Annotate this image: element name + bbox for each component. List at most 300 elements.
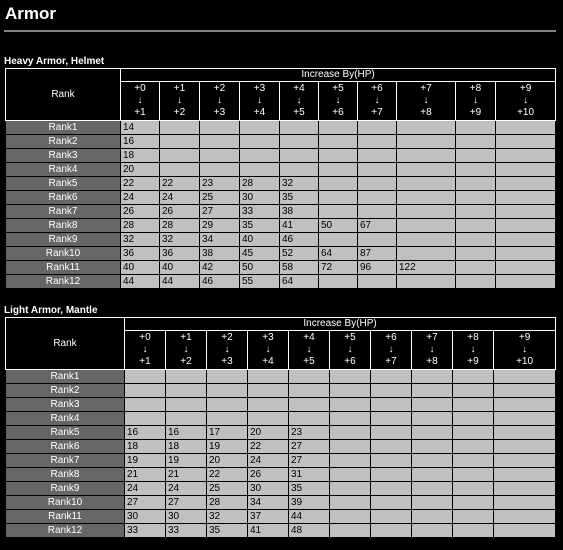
hp-value-cell [412,426,453,440]
hp-value-cell: 50 [319,219,358,233]
hp-value-cell: 28 [121,219,160,233]
hp-value-cell [240,135,280,149]
hp-value-cell [371,482,412,496]
hp-value-cell: 34 [200,233,240,247]
rank-label: Rank4 [6,412,125,426]
hp-value-cell [397,205,456,219]
table-row [6,261,556,275]
hp-value-cell [166,370,207,384]
hp-value-cell: 24 [248,454,289,468]
hp-value-cell [397,149,456,163]
table-row [6,135,556,149]
hp-value-cell [319,233,358,247]
hp-value-cell: 27 [289,454,330,468]
hp-value-cell [397,135,456,149]
level-column-header [330,331,371,370]
level-from: +6 [385,332,397,343]
level-column-header [319,82,358,121]
level-to: +9 [469,107,482,118]
hp-value-cell [456,121,496,135]
hp-value-cell [453,454,494,468]
hp-value-cell [289,370,330,384]
hp-value-cell: 20 [207,454,248,468]
hp-value-cell [456,135,496,149]
hp-value-cell [371,384,412,398]
down-arrow-icon: ↓ [522,344,528,355]
hp-value-cell [280,163,319,177]
hp-value-cell: 21 [166,468,207,482]
hp-value-cell: 30 [125,510,166,524]
hp-value-cell: 24 [121,191,160,205]
hp-value-cell [319,121,358,135]
hp-value-cell: 41 [248,524,289,538]
down-arrow-icon: ↓ [523,95,529,106]
hp-value-cell [494,454,556,468]
rank-column-header: Rank [6,69,121,121]
level-to: +5 [293,107,305,118]
hp-value-cell: 27 [200,205,240,219]
hp-value-cell: 24 [160,191,200,205]
hp-value-cell [330,398,371,412]
hp-value-cell: 19 [166,454,207,468]
hp-value-cell [160,149,200,163]
hp-value-cell [494,440,556,454]
hp-value-cell: 23 [200,177,240,191]
hp-value-cell: 44 [160,275,200,289]
hp-value-cell [456,219,496,233]
level-column-header [240,82,280,121]
hp-value-cell [397,233,456,247]
rank-label: Rank8 [6,468,125,482]
hp-value-cell: 27 [125,496,166,510]
hp-value-cell [453,468,494,482]
hp-value-cell: 22 [248,440,289,454]
rank-label: Rank7 [6,454,125,468]
hp-value-cell [456,177,496,191]
hp-value-cell [125,412,166,426]
hp-value-cell [358,191,397,205]
hp-value-cell [496,219,556,233]
table-row [6,496,556,510]
hp-value-cell [453,524,494,538]
down-arrow-icon: ↓ [347,344,353,355]
hp-value-cell [240,121,280,135]
hp-value-cell: 30 [248,482,289,496]
hp-value-cell [456,191,496,205]
hp-value-cell [494,468,556,482]
level-column-header [289,331,330,370]
down-arrow-icon: ↓ [257,95,262,106]
level-column-header [207,331,248,370]
hp-value-cell [248,384,289,398]
level-to: +1 [134,107,146,118]
hp-value-cell [358,275,397,289]
hp-value-cell: 39 [289,496,330,510]
level-column-header [200,82,240,121]
hp-value-cell [494,412,556,426]
hp-value-cell [248,412,289,426]
level-from: +4 [293,83,305,94]
hp-value-cell: 26 [160,205,200,219]
hp-value-cell [397,247,456,261]
hp-value-cell [496,247,556,261]
hp-value-cell: 14 [121,121,160,135]
hp-value-cell [397,163,456,177]
hp-value-cell: 35 [289,482,330,496]
hp-value-cell [358,163,397,177]
hp-value-cell: 42 [200,261,240,275]
down-arrow-icon: ↓ [265,344,271,355]
hp-value-cell: 45 [240,247,280,261]
level-from: +9 [518,332,531,343]
hp-value-cell: 24 [166,482,207,496]
hp-value-cell: 64 [319,247,358,261]
hp-value-cell [330,468,371,482]
hp-value-cell [412,440,453,454]
hp-value-cell [494,496,556,510]
hp-value-cell: 35 [240,219,280,233]
level-to: +4 [253,107,266,118]
hp-value-cell [200,149,240,163]
hp-value-cell: 48 [289,524,330,538]
hp-value-cell [494,426,556,440]
level-column-header [121,82,160,121]
hp-value-cell: 21 [125,468,166,482]
rank-label: Rank5 [6,177,121,191]
level-column-header [125,331,166,370]
hp-value-cell: 32 [160,233,200,247]
hp-value-cell [330,496,371,510]
hp-value-cell: 28 [240,177,280,191]
hp-value-cell: 30 [166,510,207,524]
hp-value-cell: 30 [240,191,280,205]
down-arrow-icon: ↓ [224,344,230,355]
hp-value-cell [456,275,496,289]
table-row [6,177,556,191]
level-to: +4 [262,356,274,367]
increase-by-header: Increase By(HP) [125,318,556,331]
hp-value-cell [240,163,280,177]
level-from: +8 [469,83,482,94]
hp-value-cell: 22 [121,177,160,191]
level-to: +3 [221,356,233,367]
table-row [6,440,556,454]
level-column-header [248,331,289,370]
hp-value-cell [456,149,496,163]
hp-value-cell [412,496,453,510]
hp-value-cell: 50 [240,261,280,275]
hp-value-cell [319,149,358,163]
hp-value-cell [496,121,556,135]
hp-value-cell: 27 [166,496,207,510]
table-row [6,510,556,524]
hp-value-cell [453,496,494,510]
level-column-header [456,82,496,121]
rank-label: Rank2 [6,135,121,149]
hp-value-cell [289,398,330,412]
hp-value-cell: 17 [207,426,248,440]
down-arrow-icon: ↓ [142,344,148,355]
hp-value-cell: 22 [160,177,200,191]
hp-value-cell [371,454,412,468]
hp-value-cell: 24 [125,482,166,496]
level-column-header [160,82,200,121]
table-row [6,384,556,398]
section-title: Light Armor, Mantle [4,305,98,316]
hp-value-cell: 18 [121,149,160,163]
down-arrow-icon: ↓ [473,95,478,106]
level-to: +6 [332,107,344,118]
rank-label: Rank1 [6,370,125,384]
hp-value-cell: 40 [121,261,160,275]
level-from: +9 [519,83,532,94]
hp-value-cell [496,163,556,177]
hp-value-cell: 72 [319,261,358,275]
hp-value-cell [207,384,248,398]
hp-value-cell: 25 [207,482,248,496]
table-row [6,219,556,233]
hp-value-cell [371,524,412,538]
down-arrow-icon: ↓ [296,95,302,106]
hp-value-cell [319,191,358,205]
level-to: +2 [173,107,186,118]
hp-value-cell: 28 [207,496,248,510]
hp-value-cell [125,370,166,384]
hp-value-cell [412,482,453,496]
level-from: +0 [134,83,146,94]
hp-value-cell: 87 [358,247,397,261]
hp-value-cell: 32 [121,233,160,247]
hp-value-cell [371,426,412,440]
hp-value-cell: 58 [280,261,319,275]
hp-value-cell: 64 [280,275,319,289]
down-arrow-icon: ↓ [306,344,312,355]
hp-value-cell [456,163,496,177]
hp-value-cell [456,247,496,261]
hp-value-cell: 44 [121,275,160,289]
hp-value-cell [200,121,240,135]
level-from: +1 [180,332,192,343]
hp-value-cell: 23 [289,426,330,440]
hp-value-cell [330,482,371,496]
hp-value-cell [397,191,456,205]
hp-value-cell: 32 [280,177,319,191]
hp-value-cell: 38 [200,247,240,261]
down-arrow-icon: ↓ [183,344,189,355]
hp-value-cell [371,398,412,412]
hp-value-cell: 40 [240,233,280,247]
down-arrow-icon: ↓ [217,95,222,106]
hp-value-cell: 96 [358,261,397,275]
hp-value-cell [496,261,556,275]
table-row [6,233,556,247]
level-from: +2 [213,83,226,94]
hp-value-cell: 46 [280,233,319,247]
rank-label: Rank9 [6,233,121,247]
hp-value-cell [330,412,371,426]
hp-value-cell [412,398,453,412]
level-from: +3 [262,332,274,343]
hp-value-cell: 33 [240,205,280,219]
hp-value-cell: 16 [166,426,207,440]
level-column-header [280,82,319,121]
hp-value-cell [358,233,397,247]
rank-label: Rank10 [6,247,121,261]
hp-value-cell [207,398,248,412]
hp-value-cell: 20 [121,163,160,177]
hp-value-cell [289,412,330,426]
page-title: Armor [5,4,57,23]
level-from: +7 [420,83,432,94]
hp-value-cell [496,135,556,149]
hp-value-cell [397,121,456,135]
hp-value-cell [453,384,494,398]
rank-label: Rank6 [6,440,125,454]
hp-value-cell [397,275,456,289]
hp-value-cell: 16 [125,426,166,440]
hp-value-cell [496,149,556,163]
hp-value-cell [412,454,453,468]
down-arrow-icon: ↓ [388,344,394,355]
level-from: +6 [371,83,383,94]
hp-value-cell: 44 [289,510,330,524]
section-title: Heavy Armor, Helmet [4,56,105,67]
level-column-header [453,331,494,370]
hp-value-cell [289,384,330,398]
table-row [6,275,556,289]
hp-value-cell: 18 [125,440,166,454]
hp-value-cell [358,177,397,191]
rank-label: Rank8 [6,219,121,233]
hp-value-cell [412,412,453,426]
hp-value-cell [494,524,556,538]
hp-value-cell: 34 [248,496,289,510]
hp-value-cell [453,482,494,496]
hp-value-cell [240,149,280,163]
hp-value-cell [496,205,556,219]
level-to: +5 [303,356,315,367]
hp-value-cell [330,384,371,398]
level-column-header [496,82,556,121]
level-from: +0 [139,332,151,343]
table-row [6,121,556,135]
table-row [6,426,556,440]
hp-value-cell: 55 [240,275,280,289]
level-to: +1 [139,356,151,367]
down-arrow-icon: ↓ [335,95,341,106]
level-to: +8 [420,107,432,118]
hp-value-cell [330,370,371,384]
level-to: +9 [467,356,479,367]
rank-label: Rank1 [6,121,121,135]
hp-value-cell [453,370,494,384]
hp-value-cell [330,454,371,468]
level-to: +10 [516,356,534,367]
hp-value-cell [160,121,200,135]
hp-value-cell [358,121,397,135]
hp-value-cell [494,482,556,496]
hp-value-cell [371,510,412,524]
hp-value-cell: 38 [280,205,319,219]
rank-label: Rank5 [6,426,125,440]
hp-value-cell [456,205,496,219]
hp-value-cell [397,177,456,191]
table-row [6,412,556,426]
level-column-header [358,82,397,121]
hp-value-cell [160,163,200,177]
hp-value-cell: 37 [248,510,289,524]
table-row [6,247,556,261]
hp-value-cell [412,510,453,524]
hp-table [5,68,556,289]
rank-label: Rank10 [6,496,125,510]
hp-value-cell: 33 [125,524,166,538]
hp-value-cell [397,219,456,233]
hp-value-cell [330,440,371,454]
hp-value-cell [494,370,556,384]
hp-value-cell [456,261,496,275]
hp-value-cell [453,426,494,440]
level-column-header [166,331,207,370]
hp-value-cell: 36 [121,247,160,261]
hp-value-cell: 33 [166,524,207,538]
rank-label: Rank6 [6,191,121,205]
hp-value-cell [330,426,371,440]
hp-value-cell [496,275,556,289]
level-to: +7 [385,356,397,367]
table-row [6,370,556,384]
hp-value-cell: 19 [207,440,248,454]
hp-value-cell [200,163,240,177]
hp-value-cell: 35 [280,191,319,205]
level-to: +2 [180,356,192,367]
rank-label: Rank2 [6,384,125,398]
down-arrow-icon: ↓ [423,95,429,106]
hp-value-cell [166,412,207,426]
hp-value-cell [358,205,397,219]
hp-value-cell: 67 [358,219,397,233]
hp-value-cell: 26 [248,468,289,482]
rank-label: Rank11 [6,510,125,524]
hp-value-cell [494,398,556,412]
level-from: +5 [344,332,356,343]
table-row [6,524,556,538]
down-arrow-icon: ↓ [429,344,435,355]
hp-value-cell [453,440,494,454]
level-column-header [494,331,556,370]
level-to: +10 [517,107,535,118]
level-column-header [397,82,456,121]
hp-value-cell: 19 [125,454,166,468]
hp-value-cell: 25 [200,191,240,205]
hp-value-cell: 122 [397,261,456,275]
hp-value-cell [412,468,453,482]
table-row [6,149,556,163]
hp-value-cell [496,177,556,191]
hp-value-cell: 41 [280,219,319,233]
level-from: +4 [303,332,315,343]
down-arrow-icon: ↓ [177,95,182,106]
down-arrow-icon: ↓ [137,95,143,106]
rank-label: Rank12 [6,524,125,538]
hp-value-cell [200,135,240,149]
level-from: +2 [221,332,233,343]
rank-label: Rank4 [6,163,121,177]
title-divider [4,30,556,32]
level-to: +6 [344,356,356,367]
hp-value-cell [496,191,556,205]
table-row [6,163,556,177]
